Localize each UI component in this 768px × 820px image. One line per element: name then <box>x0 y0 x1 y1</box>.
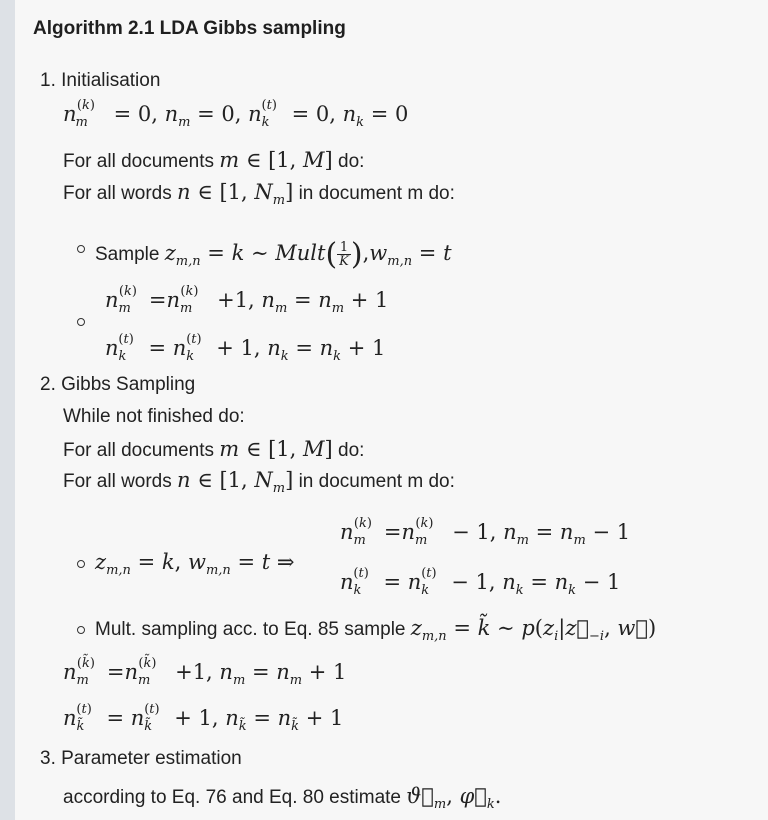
decrement-nk-equation: $n_k^{(t)} = n_k^{(t)} - 1$, $n_k = n_k - 1$ <box>340 566 621 599</box>
for-all-documents-line-2: For all documents m ∈ [1, M] do: <box>63 437 365 461</box>
step-3-label: 3. Parameter estimation <box>40 748 242 769</box>
for-all-words-line-1: For all words n ∈ [1, $N_m$] in document m do: <box>63 180 455 209</box>
increment-nk-equation: $n_k^{(t)} = n_k^{(t)} + 1$, $n_k = n_k + 1$ <box>105 332 386 365</box>
bullet-circle <box>77 245 85 253</box>
parameter-estimation-line: according to Eq. 76 and Eq. 80 estimate $ϑ⃗_m$, $\varphi⃗_k$. <box>63 784 502 813</box>
bullet-circle <box>77 318 85 326</box>
algorithm-title: Algorithm 2.1 LDA Gibbs sampling <box>33 18 346 39</box>
increment-nm-equation: $n_m^{(k)} =n_m^{(k)} +1$, $n_m = n_m + 1$ <box>105 284 389 317</box>
step-1-label: 1. Initialisation <box>40 70 161 91</box>
mult-sampling-line: Mult. sampling acc. to Eq. 85 sample $z_{m,n}$ = k̃ ∼ $p(z_i|z⃗_{-i}$, w⃗) <box>95 616 657 645</box>
increment-nm-ktilde-equation: $n_m^{(k̃)} =n_m^{(k̃)} +1$, $n_m = n_m + 1$ <box>63 656 347 689</box>
decrement-condition: $z_{m,n} = k$, $w_{m,n} = t$ ⇒ <box>95 550 295 579</box>
sample-line: Sample $z_{m,n} = k$ ∼ Mult( $\frac{1}{K}$ )$,w_{m,n} = t$ <box>95 237 452 272</box>
for-all-words-line-2: For all words n ∈ [1, $N_m$] in document m do: <box>63 468 455 497</box>
while-line: While not finished do: <box>63 406 245 427</box>
bullet-circle <box>77 560 85 568</box>
init-equation: $n_m^{(k)} = 0$, $n_m = 0$, $n_k^{(t)} = 0$, $n_k = 0$ <box>63 98 409 131</box>
bullet-circle <box>77 626 85 634</box>
step-2-label: 2. Gibbs Sampling <box>40 374 196 395</box>
for-all-documents-line-1: For all documents m ∈ [1, M] do: <box>63 148 365 172</box>
increment-nk-ktilde-equation: $n_{k̃}^{(t)} = n_{k̃}^{(t)} + 1$, $n_{k̃} = n_{k̃} + 1$ <box>63 702 344 735</box>
decrement-nm-equation: $n_m^{(k)} =n_m^{(k)} - 1$, $n_m = n_m - 1$ <box>340 516 631 549</box>
left-margin-bar <box>0 0 15 820</box>
algorithm-document <box>15 0 768 820</box>
